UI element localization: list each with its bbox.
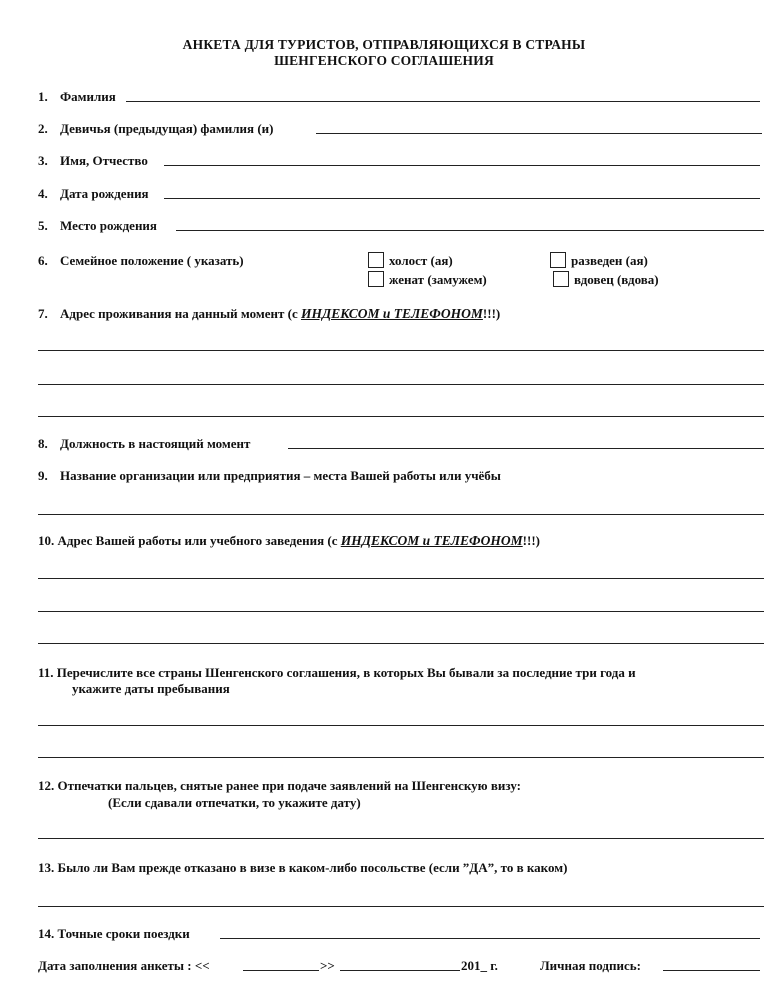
checkbox-single[interactable]: [368, 252, 384, 268]
q3-answer-line[interactable]: [164, 165, 760, 166]
signature-label: Личная подпись:: [540, 958, 641, 973]
q8-number: 8.: [38, 436, 48, 451]
date-day-line[interactable]: [243, 970, 319, 971]
signature-line[interactable]: [663, 970, 760, 971]
q11-answer-line-1[interactable]: [38, 725, 764, 726]
option-divorced-label: разведен (ая): [571, 253, 648, 268]
q6-number: 6.: [38, 253, 48, 268]
q14-label: 14. Точные сроки поездки: [38, 926, 190, 941]
option-single-label: холост (ая): [389, 253, 453, 268]
q11-label-line1: 11. Перечислите все страны Шенгенского соглашения, в которых Вы бывали за последние три года и: [38, 665, 636, 680]
q6-label: Семейное положение ( указать): [60, 253, 244, 268]
q9-answer-line[interactable]: [38, 514, 764, 515]
q5-label: Место рождения: [60, 218, 157, 233]
q3-label: Имя, Отчество: [60, 153, 148, 168]
q5-number: 5.: [38, 218, 48, 233]
q9-label: Название организации или предприятия – места Вашей работы или учёбы: [60, 468, 501, 483]
q1-number: 1.: [38, 89, 48, 104]
date-mid-marker: >>: [320, 958, 335, 973]
q9-number: 9.: [38, 468, 48, 483]
q8-label: Должность в настоящий момент: [60, 436, 251, 451]
q7-label: Адрес проживания на данный момент (с ИНДЕКСОМ и ТЕЛЕФОНОМ!!!): [60, 306, 501, 321]
date-filled-label: Дата заполнения анкеты : <<: [38, 958, 210, 973]
q12-label-line1: 12. Отпечатки пальцев, снятые ранее при подаче заявлений на Шенгенскую визу:: [38, 778, 521, 793]
q10-answer-line-1[interactable]: [38, 578, 764, 579]
form-title-line1: АНКЕТА ДЛЯ ТУРИСТОВ, ОТПРАВЛЯЮЩИХСЯ В СТРАНЫ: [182, 37, 586, 52]
q10-answer-line-2[interactable]: [38, 611, 764, 612]
q7-emphasis: ИНДЕКСОМ и ТЕЛЕФОНОМ: [300, 306, 483, 321]
q10-answer-line-3[interactable]: [38, 643, 764, 644]
q4-answer-line[interactable]: [164, 198, 760, 199]
q7-answer-line-1[interactable]: [38, 350, 764, 351]
q11-answer-line-2[interactable]: [38, 757, 764, 758]
q7-number: 7.: [38, 306, 48, 321]
q8-answer-line[interactable]: [288, 448, 764, 449]
checkbox-divorced[interactable]: [550, 252, 566, 268]
q7-answer-line-3[interactable]: [38, 416, 764, 417]
q14-answer-line[interactable]: [220, 938, 760, 939]
q4-label: Дата рождения: [60, 186, 149, 201]
checkbox-widowed[interactable]: [553, 271, 569, 287]
date-year: 201_ г.: [461, 958, 498, 973]
q13-label: 13. Было ли Вам прежде отказано в визе в каком-либо посольстве (если ”ДА”, то в каком): [38, 860, 568, 875]
checkbox-married[interactable]: [368, 271, 384, 287]
q2-number: 2.: [38, 121, 48, 136]
q4-number: 4.: [38, 186, 48, 201]
form-title-line2: ШЕНГЕНСКОГО СОГЛАШЕНИЯ: [274, 53, 494, 68]
q12-answer-line[interactable]: [38, 838, 764, 839]
option-married-label: женат (замужем): [389, 272, 487, 287]
option-widowed-label: вдовец (вдова): [574, 272, 659, 287]
q10-emphasis: ИНДЕКСОМ и ТЕЛЕФОНОМ: [340, 533, 523, 548]
q12-label-line2: (Если сдавали отпечатки, то укажите дату): [108, 795, 361, 810]
q2-label: Девичья (предыдущая) фамилия (и): [60, 121, 274, 136]
q10-label: 10. Адрес Вашей работы или учебного заведения (с ИНДЕКСОМ и ТЕЛЕФОНОМ!!!): [38, 533, 540, 548]
q3-number: 3.: [38, 153, 48, 168]
date-month-line[interactable]: [340, 970, 460, 971]
q1-label: Фамилия: [60, 89, 116, 104]
q13-answer-line[interactable]: [38, 906, 764, 907]
q5-answer-line[interactable]: [176, 230, 764, 231]
q1-answer-line[interactable]: [126, 101, 760, 102]
q7-answer-line-2[interactable]: [38, 384, 764, 385]
q2-answer-line[interactable]: [316, 133, 762, 134]
q11-label-line2: укажите даты пребывания: [72, 681, 230, 696]
